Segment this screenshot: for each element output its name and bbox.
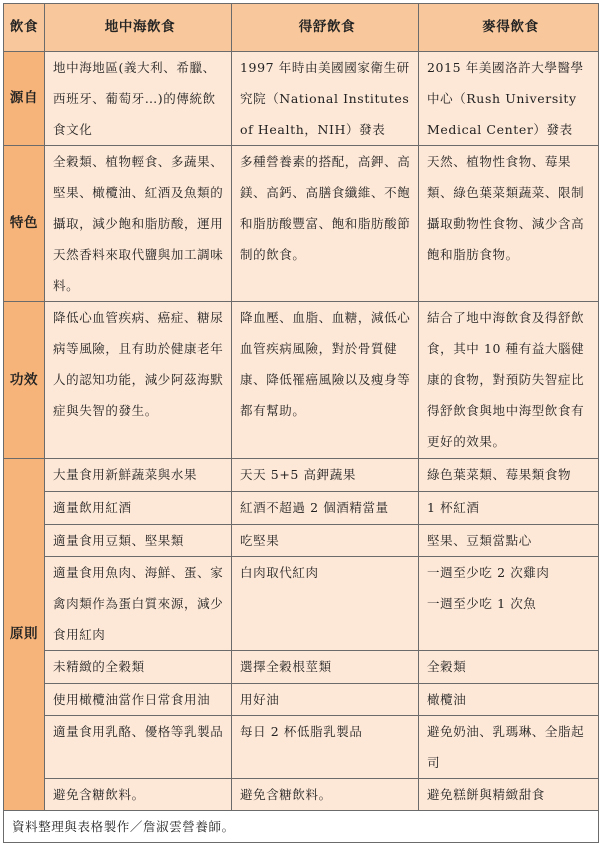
cell: 避免含糖飲料。 xyxy=(232,779,419,811)
header-corner: 飲食 xyxy=(4,4,45,52)
cell: 避免糕餅與精緻甜食 xyxy=(419,779,599,811)
row-label-principles: 原則 xyxy=(4,459,45,811)
cell: 吃堅果 xyxy=(232,525,419,557)
cell: 適量飲用紅酒 xyxy=(45,492,232,525)
cell: 堅果、豆類當點心 xyxy=(419,525,599,557)
cell: 多種營養素的搭配，高鉀、高鎂、高鈣、高膳食纖維、不飽和脂肪酸豐富、飽和脂肪酸節制的飲食。 xyxy=(232,146,419,302)
cell: 天然、植物性食物、莓果類、綠色葉菜類蔬菜、限制攝取動物性食物、減少含高飽和脂肪食物。 xyxy=(419,146,599,302)
cell: 橄欖油 xyxy=(419,684,599,716)
row-label-features: 特色 xyxy=(4,146,45,302)
cell: 2015 年美國洛許大學醫學中心（Rush University Medical Center）發表 xyxy=(419,52,599,146)
principle-row xyxy=(4,779,599,811)
principle-row xyxy=(4,459,599,492)
cell: 結合了地中海飲食及得舒飲食，其中 10 種有益大腦健康的食物，對預防失智症比得舒飲食與地中海型飲食有更好的效果。 xyxy=(419,302,599,459)
cell: 用好油 xyxy=(232,684,419,716)
header-row xyxy=(4,4,599,52)
cell-line: 一週至少吃 2 次雞肉 xyxy=(427,565,550,580)
principle-row xyxy=(4,492,599,525)
footer-row xyxy=(4,811,599,843)
row-origin xyxy=(4,52,599,146)
cell: 天天 5+5 高鉀蔬果 xyxy=(232,459,419,492)
cell: 適量食用魚肉、海鮮、蛋、家禽肉類作為蛋白質來源，減少食用紅肉 xyxy=(45,557,232,651)
cell: 避免奶油、乳瑪琳、全脂起司 xyxy=(419,716,599,779)
header-dash: 得舒飲食 xyxy=(232,4,419,52)
principle-row xyxy=(4,557,599,651)
cell: 每日 2 杯低脂乳製品 xyxy=(232,716,419,779)
cell-line: 一週至少吃 1 次魚 xyxy=(427,596,537,611)
row-effects xyxy=(4,302,599,459)
cell: 適量食用乳酪、優格等乳製品 xyxy=(45,716,232,779)
cell: 白肉取代紅肉 xyxy=(232,557,419,651)
cell: 適量食用豆類、堅果類 xyxy=(45,525,232,557)
cell: 1 杯紅酒 xyxy=(419,492,599,525)
cell: 紅酒不超過 2 個酒精當量 xyxy=(232,492,419,525)
cell: 大量食用新鮮蔬菜與水果 xyxy=(45,459,232,492)
principle-row xyxy=(4,684,599,716)
cell: 地中海地區(義大利、希臘、西班牙、葡萄牙…)的傳統飲食文化 xyxy=(45,52,232,146)
cell: 選擇全穀根莖類 xyxy=(232,651,419,684)
cell: 未精緻的全穀類 xyxy=(45,651,232,684)
row-label-origin: 源自 xyxy=(4,52,45,146)
principle-row xyxy=(4,651,599,684)
cell: 避免含糖飲料。 xyxy=(45,779,232,811)
cell: 降血壓、血脂、血糖，減低心血管疾病風險，對於骨質健康、降低罹癌風險以及瘦身等都有幫助。 xyxy=(232,302,419,459)
cell: 全穀類、植物輕食、多蔬果、堅果、橄欖油、紅酒及魚類的攝取，減少飽和脂肪酸，運用天然香料來取代鹽與加工調味料。 xyxy=(45,146,232,302)
diet-comparison-table xyxy=(3,3,599,843)
principle-row xyxy=(4,716,599,779)
row-features xyxy=(4,146,599,302)
cell: 降低心血管疾病、癌症、糖尿病等風險，且有助於健康老年人的認知功能，減少阿茲海默症與失智的發生。 xyxy=(45,302,232,459)
principle-row xyxy=(4,525,599,557)
row-label-effects: 功效 xyxy=(4,302,45,459)
cell: 綠色葉菜類、莓果類食物 xyxy=(419,459,599,492)
cell xyxy=(419,557,599,651)
cell: 使用橄欖油當作日常食用油 xyxy=(45,684,232,716)
source-credit: 資料整理與表格製作／詹淑雲營養師。 xyxy=(4,811,599,843)
header-mediterranean: 地中海飲食 xyxy=(45,4,232,52)
header-mind: 麥得飲食 xyxy=(419,4,599,52)
cell: 1997 年時由美國國家衛生研究院（National Institutes of Health，NIH）發表 xyxy=(232,52,419,146)
cell: 全穀類 xyxy=(419,651,599,684)
